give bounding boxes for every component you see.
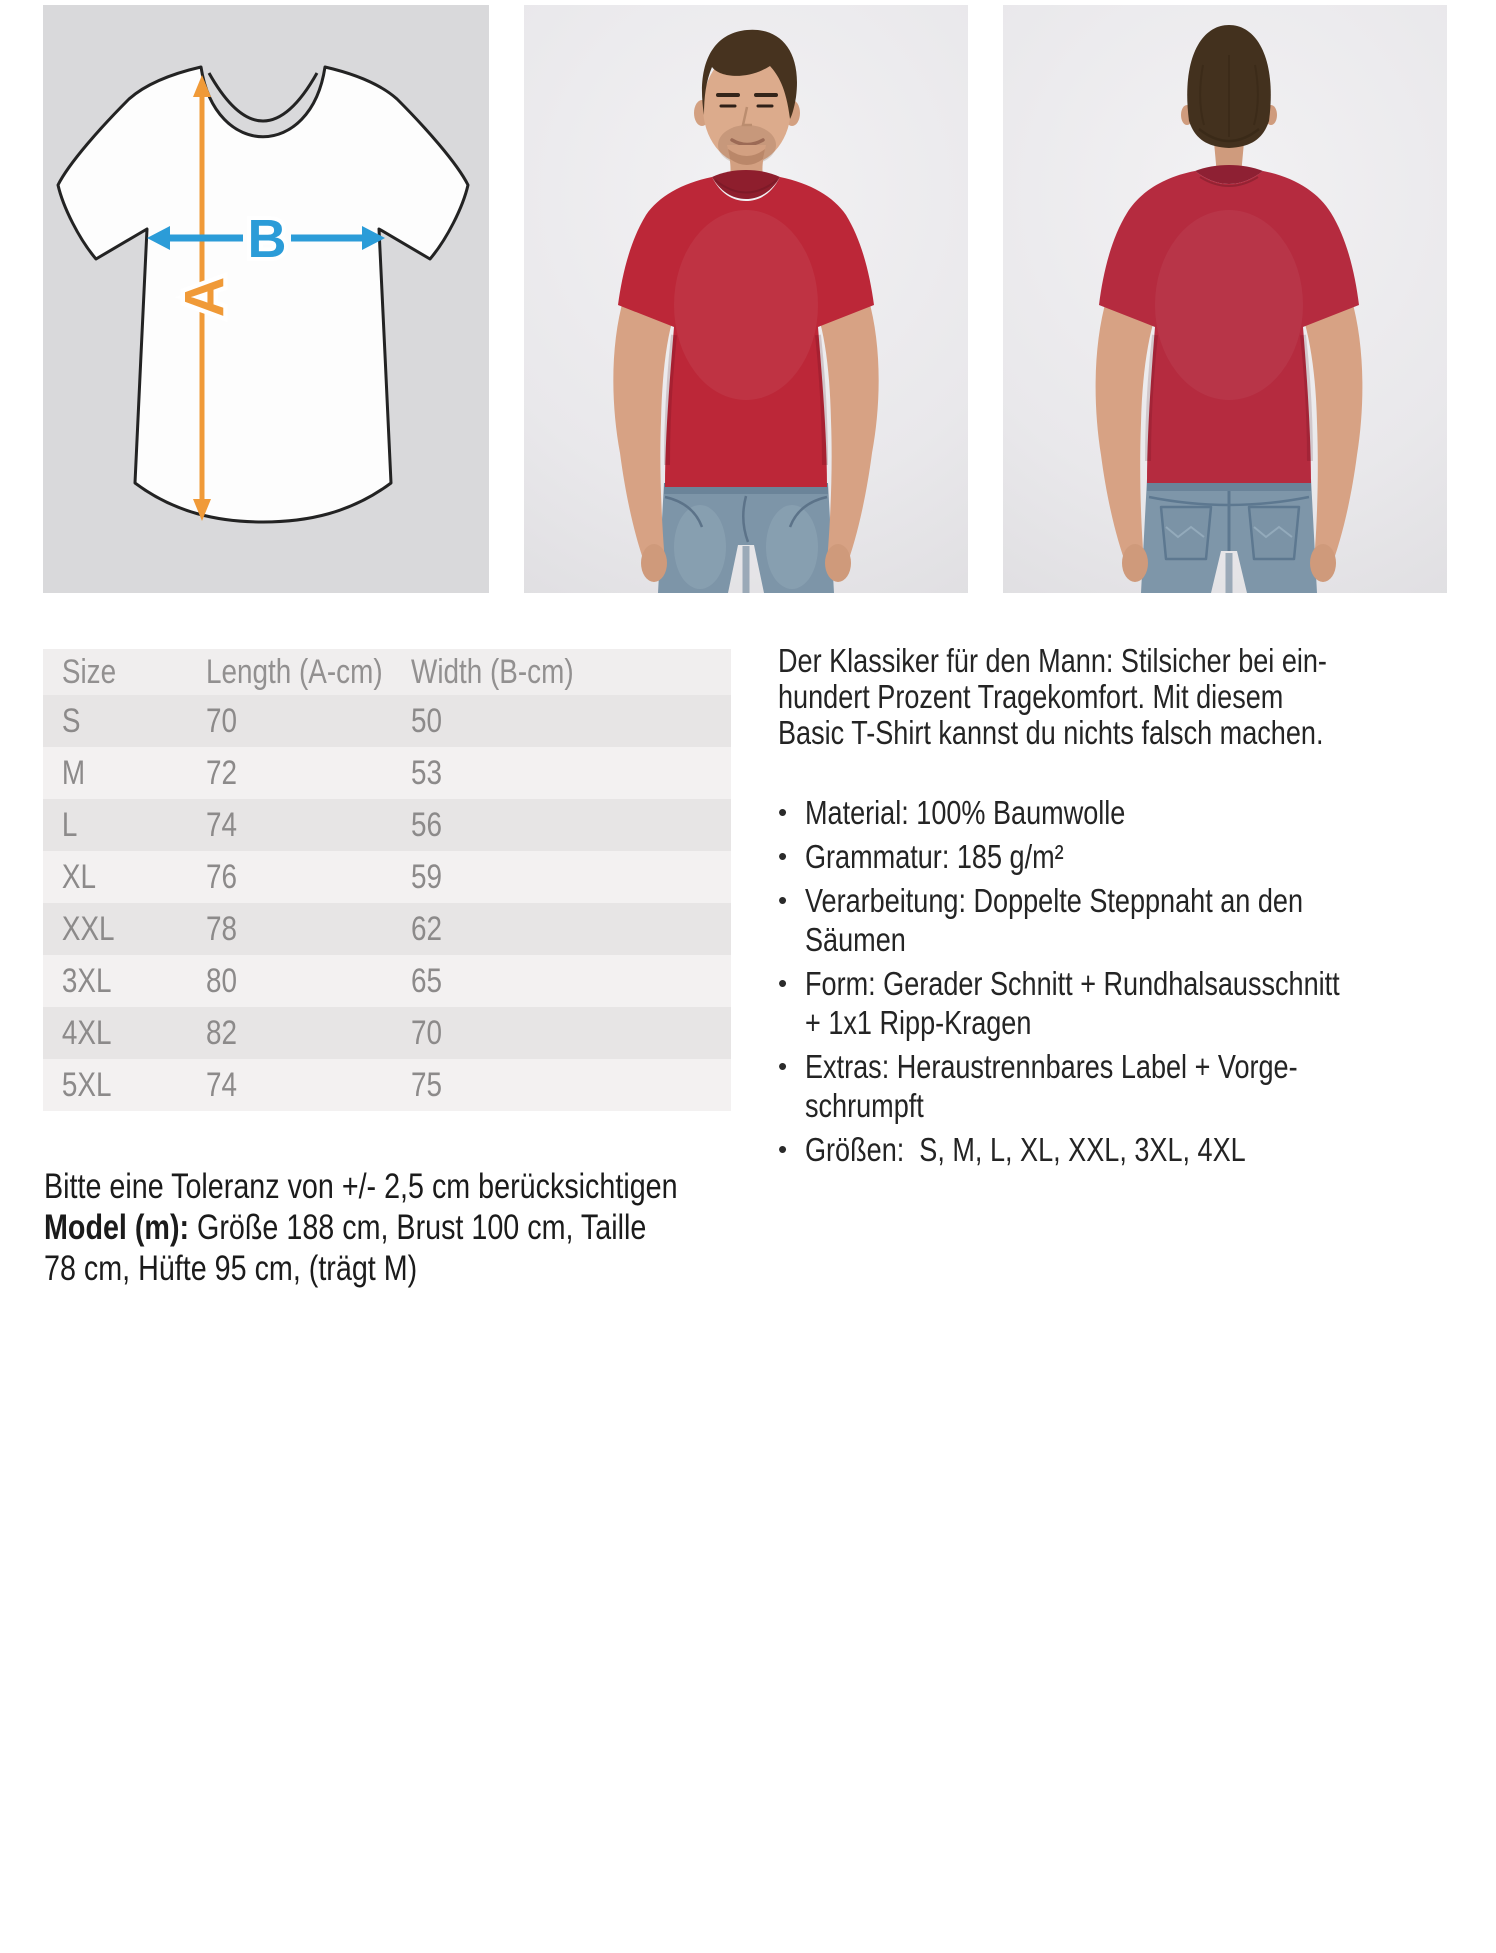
size-table-header <box>43 649 731 695</box>
model-info-line1: Model (m): Größe 188 cm, Brust 100 cm, Taille <box>44 1208 647 1247</box>
product-description <box>778 643 1457 1174</box>
model-front-photo <box>524 5 968 593</box>
jeans-front <box>658 483 834 593</box>
feature-item-material: • Material: 100% Baumwolle <box>778 794 1126 831</box>
jeans-back <box>1141 479 1317 593</box>
feature-item-grammatur: • Grammatur: 185 g/m² <box>778 838 1064 875</box>
tshirt-measurement-diagram <box>43 5 489 593</box>
table-row: 4XL 82 70 <box>43 1007 731 1059</box>
model-info-line2: 78 cm, Hüfte 95 cm, (trägt M) <box>44 1249 418 1288</box>
feature-list <box>778 793 1457 1169</box>
tolerance-note: Bitte eine Toleranz von +/- 2,5 cm berücksichtigen <box>44 1167 678 1206</box>
model-front-illustration <box>524 5 968 593</box>
table-row: S 70 50 <box>43 695 731 747</box>
table-row: L 74 56 <box>43 799 731 851</box>
feature-item-extras: • Extras: Heraustrennbares Label + Vorge- schrumpft <box>778 1048 1298 1124</box>
intro-line: Der Klassiker für den Mann: Stilsicher bei ein- <box>778 642 1327 679</box>
table-row: 5XL 74 75 <box>43 1059 731 1111</box>
size-table <box>43 649 731 1111</box>
feature-item-verarbeitung: • Verarbeitung: Doppelte Steppnaht an den Säumen <box>778 882 1303 958</box>
bullet-icon: • <box>778 1051 788 1081</box>
diagram-label-b: B <box>247 209 287 269</box>
tshirt-outline <box>58 67 468 522</box>
feature-item-form: • Form: Gerader Schnitt + Rundhalsausschnitt + 1x1 Ripp-Kragen <box>778 965 1340 1041</box>
bullet-icon: • <box>778 797 788 827</box>
model-back-photo <box>1003 5 1447 593</box>
column-header-length: Length (A-cm) <box>206 649 411 695</box>
bullet-icon: • <box>778 1134 788 1164</box>
table-row: 3XL 80 65 <box>43 955 731 1007</box>
bullet-icon: • <box>778 968 788 998</box>
bullet-icon: • <box>778 841 788 871</box>
table-header-row <box>43 649 731 695</box>
table-row: M 72 53 <box>43 747 731 799</box>
intro-line: hundert Prozent Tragekomfort. Mit diesem <box>778 678 1284 715</box>
size-diagram-image <box>43 5 489 593</box>
column-header-width: Width (B-cm) <box>411 649 731 695</box>
model-label: Model (m): <box>44 1208 190 1247</box>
model-back-head <box>1181 25 1277 148</box>
product-images-row <box>43 5 1447 593</box>
model-back-illustration <box>1003 5 1447 593</box>
intro-line: Basic T-Shirt kannst du nichts falsch machen. <box>778 714 1324 751</box>
bullet-icon: • <box>778 885 788 915</box>
feature-item-groessen: • Größen: S, M, L, XL, XXL, 3XL, 4XL <box>778 1131 1246 1168</box>
table-row: XXL 78 62 <box>43 903 731 955</box>
table-row: XL 76 59 <box>43 851 731 903</box>
measurement-notes <box>44 1166 817 1289</box>
description-intro <box>778 643 1457 751</box>
diagram-label-a: A <box>172 276 236 318</box>
column-header-size: Size <box>43 649 206 695</box>
model-front-head <box>694 30 800 165</box>
